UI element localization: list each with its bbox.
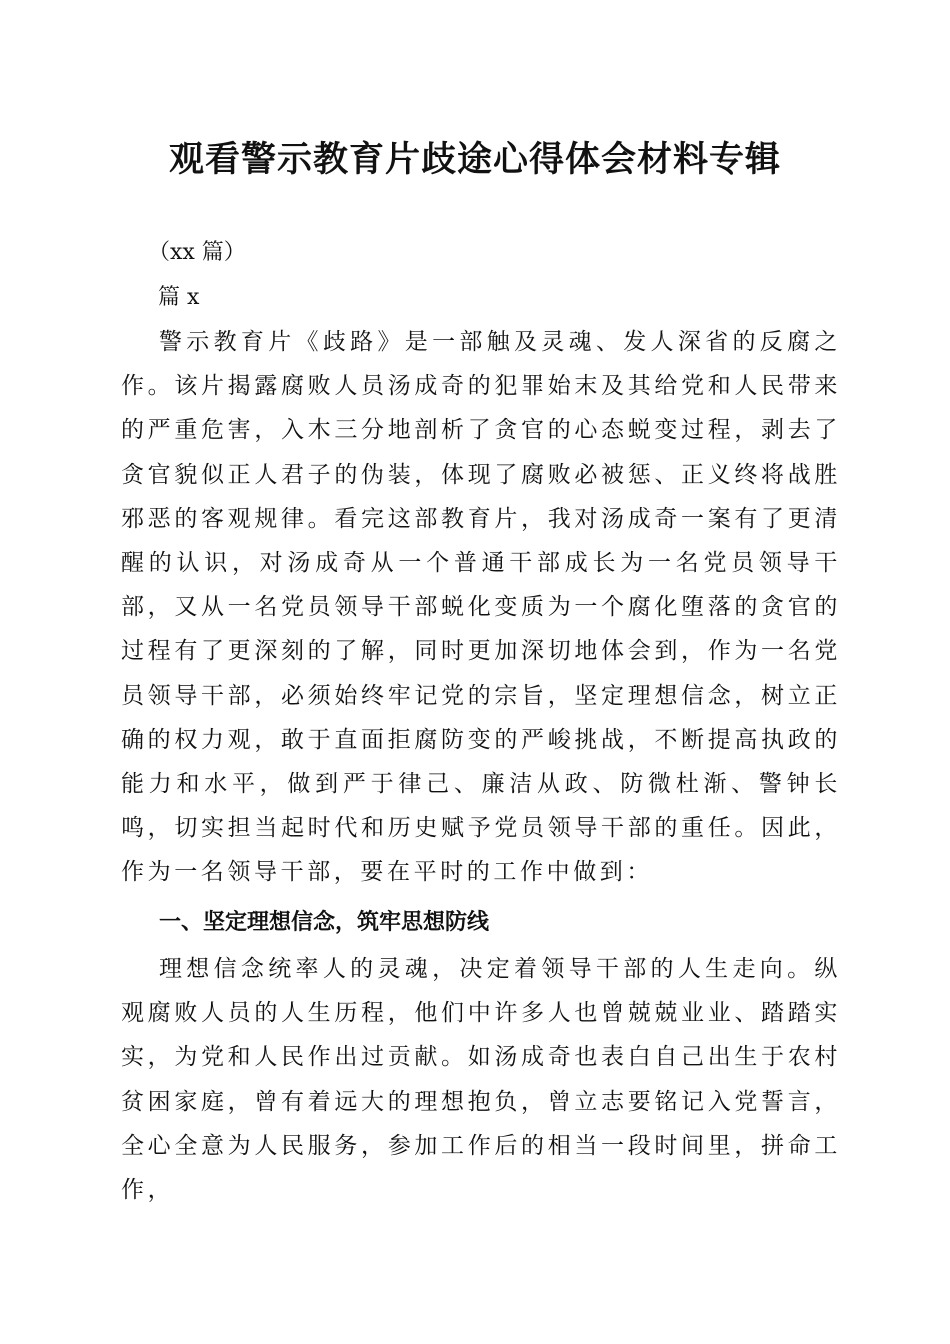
section-heading: 一、坚定理想信念，筑牢思想防线 <box>159 910 490 935</box>
body-paragraph: 警示教育片《歧路》是一部触及灵魂、发人深省的反腐之作。该片揭露腐败人员汤成奇的犯罪始末及其给党和人民带来的严重危害，入木三分地剖析了贪官的心态蜕变过程，剥去了贪官貌似正人君子的伪装，体现了腐败必被惩、正义终将战胜邪恶的客观规律。看完这部教育片，我对汤成奇一案有了更清醒的认识，对汤成奇从一个普通干部成长为一名党员领导干部，又从一名党员领导干部蜕化变质为一个腐化堕落的贪官的过程有了更深刻的了解，同时更加深切地体会到，作为一名党员领导干部，必须始终牢记党的宗旨，坚定理想信念，树立正确的权力观，敢于直面拒腐防变的严峻挑战，不断提高执政的能力和水平，做到严于律己、廉洁从政、防微杜渐、警钟长鸣，切实担当起时代和历史赋予党员领导干部的重任。因此，作为一名领导干部，要在平时的工作中做到： <box>121 329 841 886</box>
chapter-label: 篇 x <box>158 285 200 310</box>
body-paragraph: 理想信念统率人的灵魂，决定着领导干部的人生走向。纵观腐败人员的人生历程，他们中许多人也曾兢兢业业、踏踏实实，为党和人民作出过贡献。如汤成奇也表白自己出生于农村贫困家庭，曾有着远大的理想抱负，曾立志要铭记入党誓言，全心全意为人民服务，参加工作后的相当一段时间里，拼命工作， <box>121 956 841 1204</box>
document-subtitle: （xx 篇） <box>148 240 246 265</box>
document-title: 观看警示教育片歧途心得体会材料专辑 <box>168 139 781 180</box>
